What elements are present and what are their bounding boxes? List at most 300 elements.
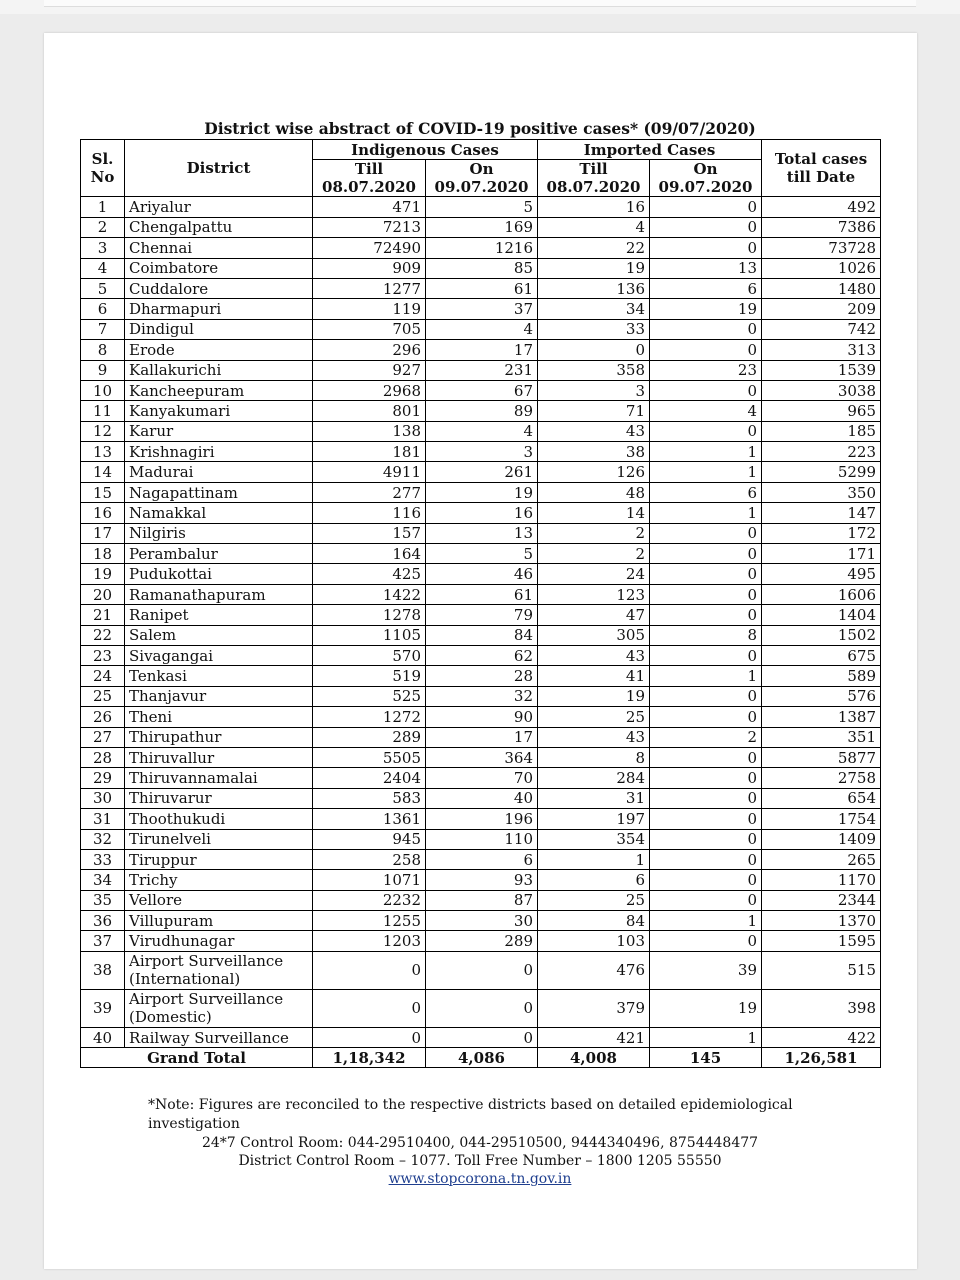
imported-on-cell: 4: [650, 401, 762, 421]
imported-on-cell: 0: [650, 747, 762, 767]
imported-on-cell: 0: [650, 523, 762, 543]
table-row: [81, 951, 881, 989]
table-row: [81, 462, 881, 482]
table-row: [81, 747, 881, 767]
sl-no-cell: 20: [81, 584, 125, 604]
table-row: [81, 299, 881, 319]
district-cell: Salem: [125, 625, 313, 645]
imported-on-cell: 1: [650, 462, 762, 482]
table-row: [81, 829, 881, 849]
imported-on-cell: 0: [650, 319, 762, 339]
imported-on-cell: 0: [650, 849, 762, 869]
imported-till-cell: 25: [538, 707, 650, 727]
indigenous-on-cell: 3: [426, 442, 538, 462]
imported-till-cell: 33: [538, 319, 650, 339]
top-band: [0, 0, 960, 14]
sl-no-header: Sl. No: [81, 140, 125, 197]
indigenous-on-cell: 289: [426, 931, 538, 951]
imported-till-cell: 136: [538, 278, 650, 298]
table-row: [81, 686, 881, 706]
indigenous-till-cell: 1255: [313, 911, 426, 931]
imported-till-cell: 22: [538, 238, 650, 258]
imported-on-cell: 19: [650, 989, 762, 1027]
sl-no-cell: 3: [81, 238, 125, 258]
sl-no-cell: 1: [81, 197, 125, 217]
total-cell: 742: [762, 319, 881, 339]
imported-till-cell: 354: [538, 829, 650, 849]
indigenous-till-cell: 801: [313, 401, 426, 421]
district-cell: Madurai: [125, 462, 313, 482]
indigenous-on-cell: 19: [426, 482, 538, 502]
imported-till-cell: 103: [538, 931, 650, 951]
table-row: [81, 544, 881, 564]
district-cell: Vellore: [125, 890, 313, 910]
indigenous-on-cell: 4: [426, 421, 538, 441]
imported-till-cell: 48: [538, 482, 650, 502]
district-cell: Tenkasi: [125, 666, 313, 686]
district-cell: Thiruvallur: [125, 747, 313, 767]
indigenous-on-cell: 169: [426, 217, 538, 237]
imported-till-cell: 47: [538, 605, 650, 625]
imported-on-cell: 1: [650, 1027, 762, 1047]
district-cell: Perambalur: [125, 544, 313, 564]
indigenous-on-cell: 6: [426, 849, 538, 869]
district-cell: Trichy: [125, 870, 313, 890]
table-row: [81, 421, 881, 441]
table-row: [81, 931, 881, 951]
table-row: [81, 809, 881, 829]
table-row: [81, 401, 881, 421]
district-cell: Coimbatore: [125, 258, 313, 278]
district-cell: Airport Surveillance (Domestic): [125, 989, 313, 1027]
total-cell: 654: [762, 788, 881, 808]
imported-till-cell: 6: [538, 870, 650, 890]
imported-on-cell: 6: [650, 278, 762, 298]
indigenous-till-cell: 277: [313, 482, 426, 502]
indigenous-on-cell: 84: [426, 625, 538, 645]
imported-on-cell: 0: [650, 340, 762, 360]
district-cell: Dindigul: [125, 319, 313, 339]
indigenous-on-header: On 09.07.2020: [426, 160, 538, 197]
district-cell: Ariyalur: [125, 197, 313, 217]
total-cell: 1409: [762, 829, 881, 849]
indigenous-on-cell: 1216: [426, 238, 538, 258]
imported-till-cell: 19: [538, 258, 650, 278]
indigenous-till-cell: 1422: [313, 584, 426, 604]
indigenous-on-cell: 13: [426, 523, 538, 543]
sl-no-cell: 12: [81, 421, 125, 441]
total-cell: 965: [762, 401, 881, 421]
district-cell: Thoothukudi: [125, 809, 313, 829]
imported-on-cell: 1: [650, 503, 762, 523]
grand-total-label: Grand Total: [81, 1048, 313, 1068]
imported-till-cell: 43: [538, 645, 650, 665]
imported-till-cell: 421: [538, 1027, 650, 1047]
table-row: [81, 217, 881, 237]
indigenous-on-cell: 93: [426, 870, 538, 890]
indigenous-till-cell: 138: [313, 421, 426, 441]
total-cell: 5877: [762, 747, 881, 767]
imported-on-cell: 0: [650, 421, 762, 441]
table-row: [81, 340, 881, 360]
indigenous-till-cell: 0: [313, 989, 426, 1027]
indigenous-on-cell: 79: [426, 605, 538, 625]
total-cell: 1026: [762, 258, 881, 278]
grand-total-imp-on: 145: [650, 1048, 762, 1068]
indigenous-till-cell: 5505: [313, 747, 426, 767]
indigenous-on-cell: 61: [426, 278, 538, 298]
table-row: [81, 523, 881, 543]
sl-no-cell: 22: [81, 625, 125, 645]
sl-no-cell: 23: [81, 645, 125, 665]
indigenous-on-cell: 364: [426, 747, 538, 767]
total-header: Total cases till Date: [762, 140, 881, 197]
total-cell: 172: [762, 523, 881, 543]
imported-on-cell: 0: [650, 870, 762, 890]
total-cell: 351: [762, 727, 881, 747]
indigenous-on-cell: 67: [426, 380, 538, 400]
imported-on-header: On 09.07.2020: [650, 160, 762, 197]
table-body: [81, 197, 881, 1048]
table-row: [81, 768, 881, 788]
district-cell: Thiruvarur: [125, 788, 313, 808]
total-cell: 209: [762, 299, 881, 319]
district-cell: Tirunelveli: [125, 829, 313, 849]
total-cell: 1404: [762, 605, 881, 625]
sl-no-cell: 40: [81, 1027, 125, 1047]
imported-on-cell: 0: [650, 829, 762, 849]
sl-no-cell: 32: [81, 829, 125, 849]
indigenous-on-cell: 261: [426, 462, 538, 482]
district-cell: Thiruvannamalai: [125, 768, 313, 788]
imported-till-cell: 0: [538, 340, 650, 360]
imported-till-cell: 43: [538, 421, 650, 441]
imported-till-cell: 31: [538, 788, 650, 808]
sl-no-cell: 14: [81, 462, 125, 482]
imported-on-cell: 23: [650, 360, 762, 380]
indigenous-till-cell: 425: [313, 564, 426, 584]
indigenous-till-cell: 72490: [313, 238, 426, 258]
table-row: [81, 319, 881, 339]
indigenous-on-cell: 5: [426, 544, 538, 564]
table-row: [81, 605, 881, 625]
imported-till-cell: 41: [538, 666, 650, 686]
sl-no-cell: 21: [81, 605, 125, 625]
imported-till-cell: 305: [538, 625, 650, 645]
table-row: [81, 197, 881, 217]
sl-no-cell: 26: [81, 707, 125, 727]
imported-till-cell: 25: [538, 890, 650, 910]
imported-on-cell: 2: [650, 727, 762, 747]
total-cell: 1539: [762, 360, 881, 380]
sl-no-cell: 30: [81, 788, 125, 808]
indigenous-on-cell: 61: [426, 584, 538, 604]
table-row: [81, 584, 881, 604]
district-cell: Krishnagiri: [125, 442, 313, 462]
district-control-line: District Control Room – 1077. Toll Free Number – 1800 1205 55550: [238, 1153, 722, 1169]
imported-on-cell: 1: [650, 442, 762, 462]
indigenous-on-cell: 17: [426, 727, 538, 747]
indigenous-till-cell: 258: [313, 849, 426, 869]
sl-no-cell: 33: [81, 849, 125, 869]
indigenous-till-cell: 927: [313, 360, 426, 380]
district-cell: Villupuram: [125, 911, 313, 931]
indigenous-till-cell: 570: [313, 645, 426, 665]
indigenous-on-cell: 85: [426, 258, 538, 278]
district-cell: Ramanathapuram: [125, 584, 313, 604]
indigenous-on-cell: 70: [426, 768, 538, 788]
table-row: [81, 482, 881, 502]
sl-no-cell: 4: [81, 258, 125, 278]
indigenous-till-cell: 2232: [313, 890, 426, 910]
indigenous-till-cell: 1278: [313, 605, 426, 625]
imported-till-cell: 197: [538, 809, 650, 829]
control-room-line: 24*7 Control Room: 044-29510400, 044-29510500, 9444340496, 8754448477: [201, 1135, 759, 1151]
district-cell: Thanjavur: [125, 686, 313, 706]
sl-no-cell: 39: [81, 989, 125, 1027]
table-row: [81, 1027, 881, 1047]
imported-till-header: Till 08.07.2020: [538, 160, 650, 197]
indigenous-till-cell: 296: [313, 340, 426, 360]
total-cell: 1387: [762, 707, 881, 727]
table-row: [81, 666, 881, 686]
district-cell: Ranipet: [125, 605, 313, 625]
table-row: [81, 258, 881, 278]
indigenous-till-cell: 945: [313, 829, 426, 849]
imported-on-cell: 6: [650, 482, 762, 502]
imported-till-cell: 1: [538, 849, 650, 869]
imported-on-cell: 0: [650, 238, 762, 258]
indigenous-on-cell: 0: [426, 989, 538, 1027]
total-cell: 492: [762, 197, 881, 217]
sl-no-cell: 31: [81, 809, 125, 829]
total-cell: 185: [762, 421, 881, 441]
imported-on-cell: 0: [650, 707, 762, 727]
total-cell: 576: [762, 686, 881, 706]
sl-no-cell: 16: [81, 503, 125, 523]
imported-till-cell: 43: [538, 727, 650, 747]
district-cell: Kanyakumari: [125, 401, 313, 421]
indigenous-till-cell: 2968: [313, 380, 426, 400]
imported-on-cell: 0: [650, 197, 762, 217]
table-row: [81, 625, 881, 645]
sl-no-cell: 29: [81, 768, 125, 788]
sl-no-cell: 17: [81, 523, 125, 543]
grand-total-ind-on: 4,086: [426, 1048, 538, 1068]
imported-till-cell: 3: [538, 380, 650, 400]
table-row: [81, 870, 881, 890]
imported-on-cell: 8: [650, 625, 762, 645]
imported-till-cell: 123: [538, 584, 650, 604]
district-cell: Tiruppur: [125, 849, 313, 869]
table-row: [81, 442, 881, 462]
sl-no-cell: 28: [81, 747, 125, 767]
total-cell: 398: [762, 989, 881, 1027]
total-cell: 73728: [762, 238, 881, 258]
indigenous-till-cell: 1071: [313, 870, 426, 890]
indigenous-till-cell: 164: [313, 544, 426, 564]
indigenous-till-cell: 181: [313, 442, 426, 462]
district-cell: Nagapattinam: [125, 482, 313, 502]
total-cell: 350: [762, 482, 881, 502]
indigenous-on-cell: 5: [426, 197, 538, 217]
table-row: [81, 911, 881, 931]
table-row: [81, 645, 881, 665]
sl-no-cell: 10: [81, 380, 125, 400]
indigenous-on-cell: 89: [426, 401, 538, 421]
district-cell: Karur: [125, 421, 313, 441]
imported-till-cell: 379: [538, 989, 650, 1027]
contact-block: [80, 1134, 880, 1188]
imported-on-cell: 0: [650, 931, 762, 951]
imported-on-cell: 0: [650, 890, 762, 910]
sl-no-cell: 35: [81, 890, 125, 910]
district-cell: Erode: [125, 340, 313, 360]
district-cell: Chengalpattu: [125, 217, 313, 237]
grand-total-ind-till: 1,18,342: [313, 1048, 426, 1068]
sl-no-cell: 18: [81, 544, 125, 564]
imported-till-cell: 126: [538, 462, 650, 482]
total-cell: 223: [762, 442, 881, 462]
total-cell: 171: [762, 544, 881, 564]
sl-no-cell: 5: [81, 278, 125, 298]
header-row-1: [81, 140, 881, 160]
total-cell: 495: [762, 564, 881, 584]
indigenous-till-cell: 7213: [313, 217, 426, 237]
imported-on-cell: 0: [650, 217, 762, 237]
imported-till-cell: 2: [538, 544, 650, 564]
indigenous-on-cell: 4: [426, 319, 538, 339]
imported-till-cell: 38: [538, 442, 650, 462]
page-title: District wise abstract of COVID-19 positive cases* (09/07/2020): [204, 119, 756, 138]
imported-till-cell: 14: [538, 503, 650, 523]
table-row: [81, 238, 881, 258]
district-cell: Pudukottai: [125, 564, 313, 584]
indigenous-till-cell: 2404: [313, 768, 426, 788]
indigenous-on-cell: 32: [426, 686, 538, 706]
imported-till-cell: 71: [538, 401, 650, 421]
indigenous-till-cell: 519: [313, 666, 426, 686]
indigenous-header: Indigenous Cases: [313, 140, 538, 160]
imported-till-cell: 4: [538, 217, 650, 237]
sl-no-cell: 36: [81, 911, 125, 931]
imported-on-cell: 0: [650, 564, 762, 584]
sl-no-cell: 7: [81, 319, 125, 339]
website-link[interactable]: www.stopcorona.tn.gov.in: [388, 1171, 572, 1187]
total-cell: 515: [762, 951, 881, 989]
total-cell: 1606: [762, 584, 881, 604]
indigenous-till-cell: 471: [313, 197, 426, 217]
indigenous-on-cell: 30: [426, 911, 538, 931]
indigenous-on-cell: 231: [426, 360, 538, 380]
sl-no-cell: 24: [81, 666, 125, 686]
grand-total-imp-till: 4,008: [538, 1048, 650, 1068]
total-cell: 422: [762, 1027, 881, 1047]
district-header: District: [125, 140, 313, 197]
total-cell: 265: [762, 849, 881, 869]
sl-no-cell: 13: [81, 442, 125, 462]
sl-no-cell: 37: [81, 931, 125, 951]
indigenous-on-cell: 28: [426, 666, 538, 686]
total-cell: 1370: [762, 911, 881, 931]
previous-page-edge: [44, 0, 916, 7]
imported-till-cell: 284: [538, 768, 650, 788]
sl-no-cell: 6: [81, 299, 125, 319]
sl-no-cell: 11: [81, 401, 125, 421]
imported-till-cell: 19: [538, 686, 650, 706]
imported-till-cell: 2: [538, 523, 650, 543]
imported-till-cell: 16: [538, 197, 650, 217]
table-row: [81, 360, 881, 380]
district-cell: Theni: [125, 707, 313, 727]
imported-on-cell: 0: [650, 380, 762, 400]
imported-on-cell: 39: [650, 951, 762, 989]
imported-on-cell: 0: [650, 605, 762, 625]
sl-no-cell: 27: [81, 727, 125, 747]
total-cell: 2758: [762, 768, 881, 788]
sl-no-cell: 38: [81, 951, 125, 989]
sl-no-cell: 34: [81, 870, 125, 890]
indigenous-till-cell: 705: [313, 319, 426, 339]
district-cell: Railway Surveillance: [125, 1027, 313, 1047]
grand-total-row: [81, 1048, 881, 1068]
indigenous-on-cell: 87: [426, 890, 538, 910]
imported-on-cell: 19: [650, 299, 762, 319]
indigenous-till-cell: 0: [313, 1027, 426, 1047]
imported-till-cell: 24: [538, 564, 650, 584]
imported-on-cell: 1: [650, 911, 762, 931]
total-cell: 1170: [762, 870, 881, 890]
total-cell: 5299: [762, 462, 881, 482]
table-row: [81, 278, 881, 298]
sl-no-cell: 25: [81, 686, 125, 706]
table-row: [81, 564, 881, 584]
indigenous-on-cell: 16: [426, 503, 538, 523]
table-row: [81, 989, 881, 1027]
indigenous-till-cell: 1277: [313, 278, 426, 298]
sl-no-cell: 9: [81, 360, 125, 380]
total-cell: 589: [762, 666, 881, 686]
imported-on-cell: 0: [650, 809, 762, 829]
imported-till-cell: 476: [538, 951, 650, 989]
indigenous-till-cell: 1272: [313, 707, 426, 727]
imported-on-cell: 0: [650, 686, 762, 706]
imported-till-cell: 34: [538, 299, 650, 319]
total-cell: 3038: [762, 380, 881, 400]
indigenous-on-cell: 62: [426, 645, 538, 665]
total-cell: 147: [762, 503, 881, 523]
total-cell: 7386: [762, 217, 881, 237]
district-cell: Thirupathur: [125, 727, 313, 747]
imported-till-cell: 358: [538, 360, 650, 380]
indigenous-till-cell: 583: [313, 788, 426, 808]
indigenous-till-cell: 1203: [313, 931, 426, 951]
indigenous-on-cell: 110: [426, 829, 538, 849]
table-row: [81, 849, 881, 869]
district-cell: Nilgiris: [125, 523, 313, 543]
indigenous-till-cell: 909: [313, 258, 426, 278]
indigenous-till-cell: 289: [313, 727, 426, 747]
cases-table: [80, 139, 881, 1068]
indigenous-till-cell: 1361: [313, 809, 426, 829]
total-cell: 1595: [762, 931, 881, 951]
sl-no-cell: 15: [81, 482, 125, 502]
indigenous-till-cell: 1105: [313, 625, 426, 645]
total-cell: 1502: [762, 625, 881, 645]
district-cell: Dharmapuri: [125, 299, 313, 319]
district-cell: Cuddalore: [125, 278, 313, 298]
imported-on-cell: 0: [650, 584, 762, 604]
